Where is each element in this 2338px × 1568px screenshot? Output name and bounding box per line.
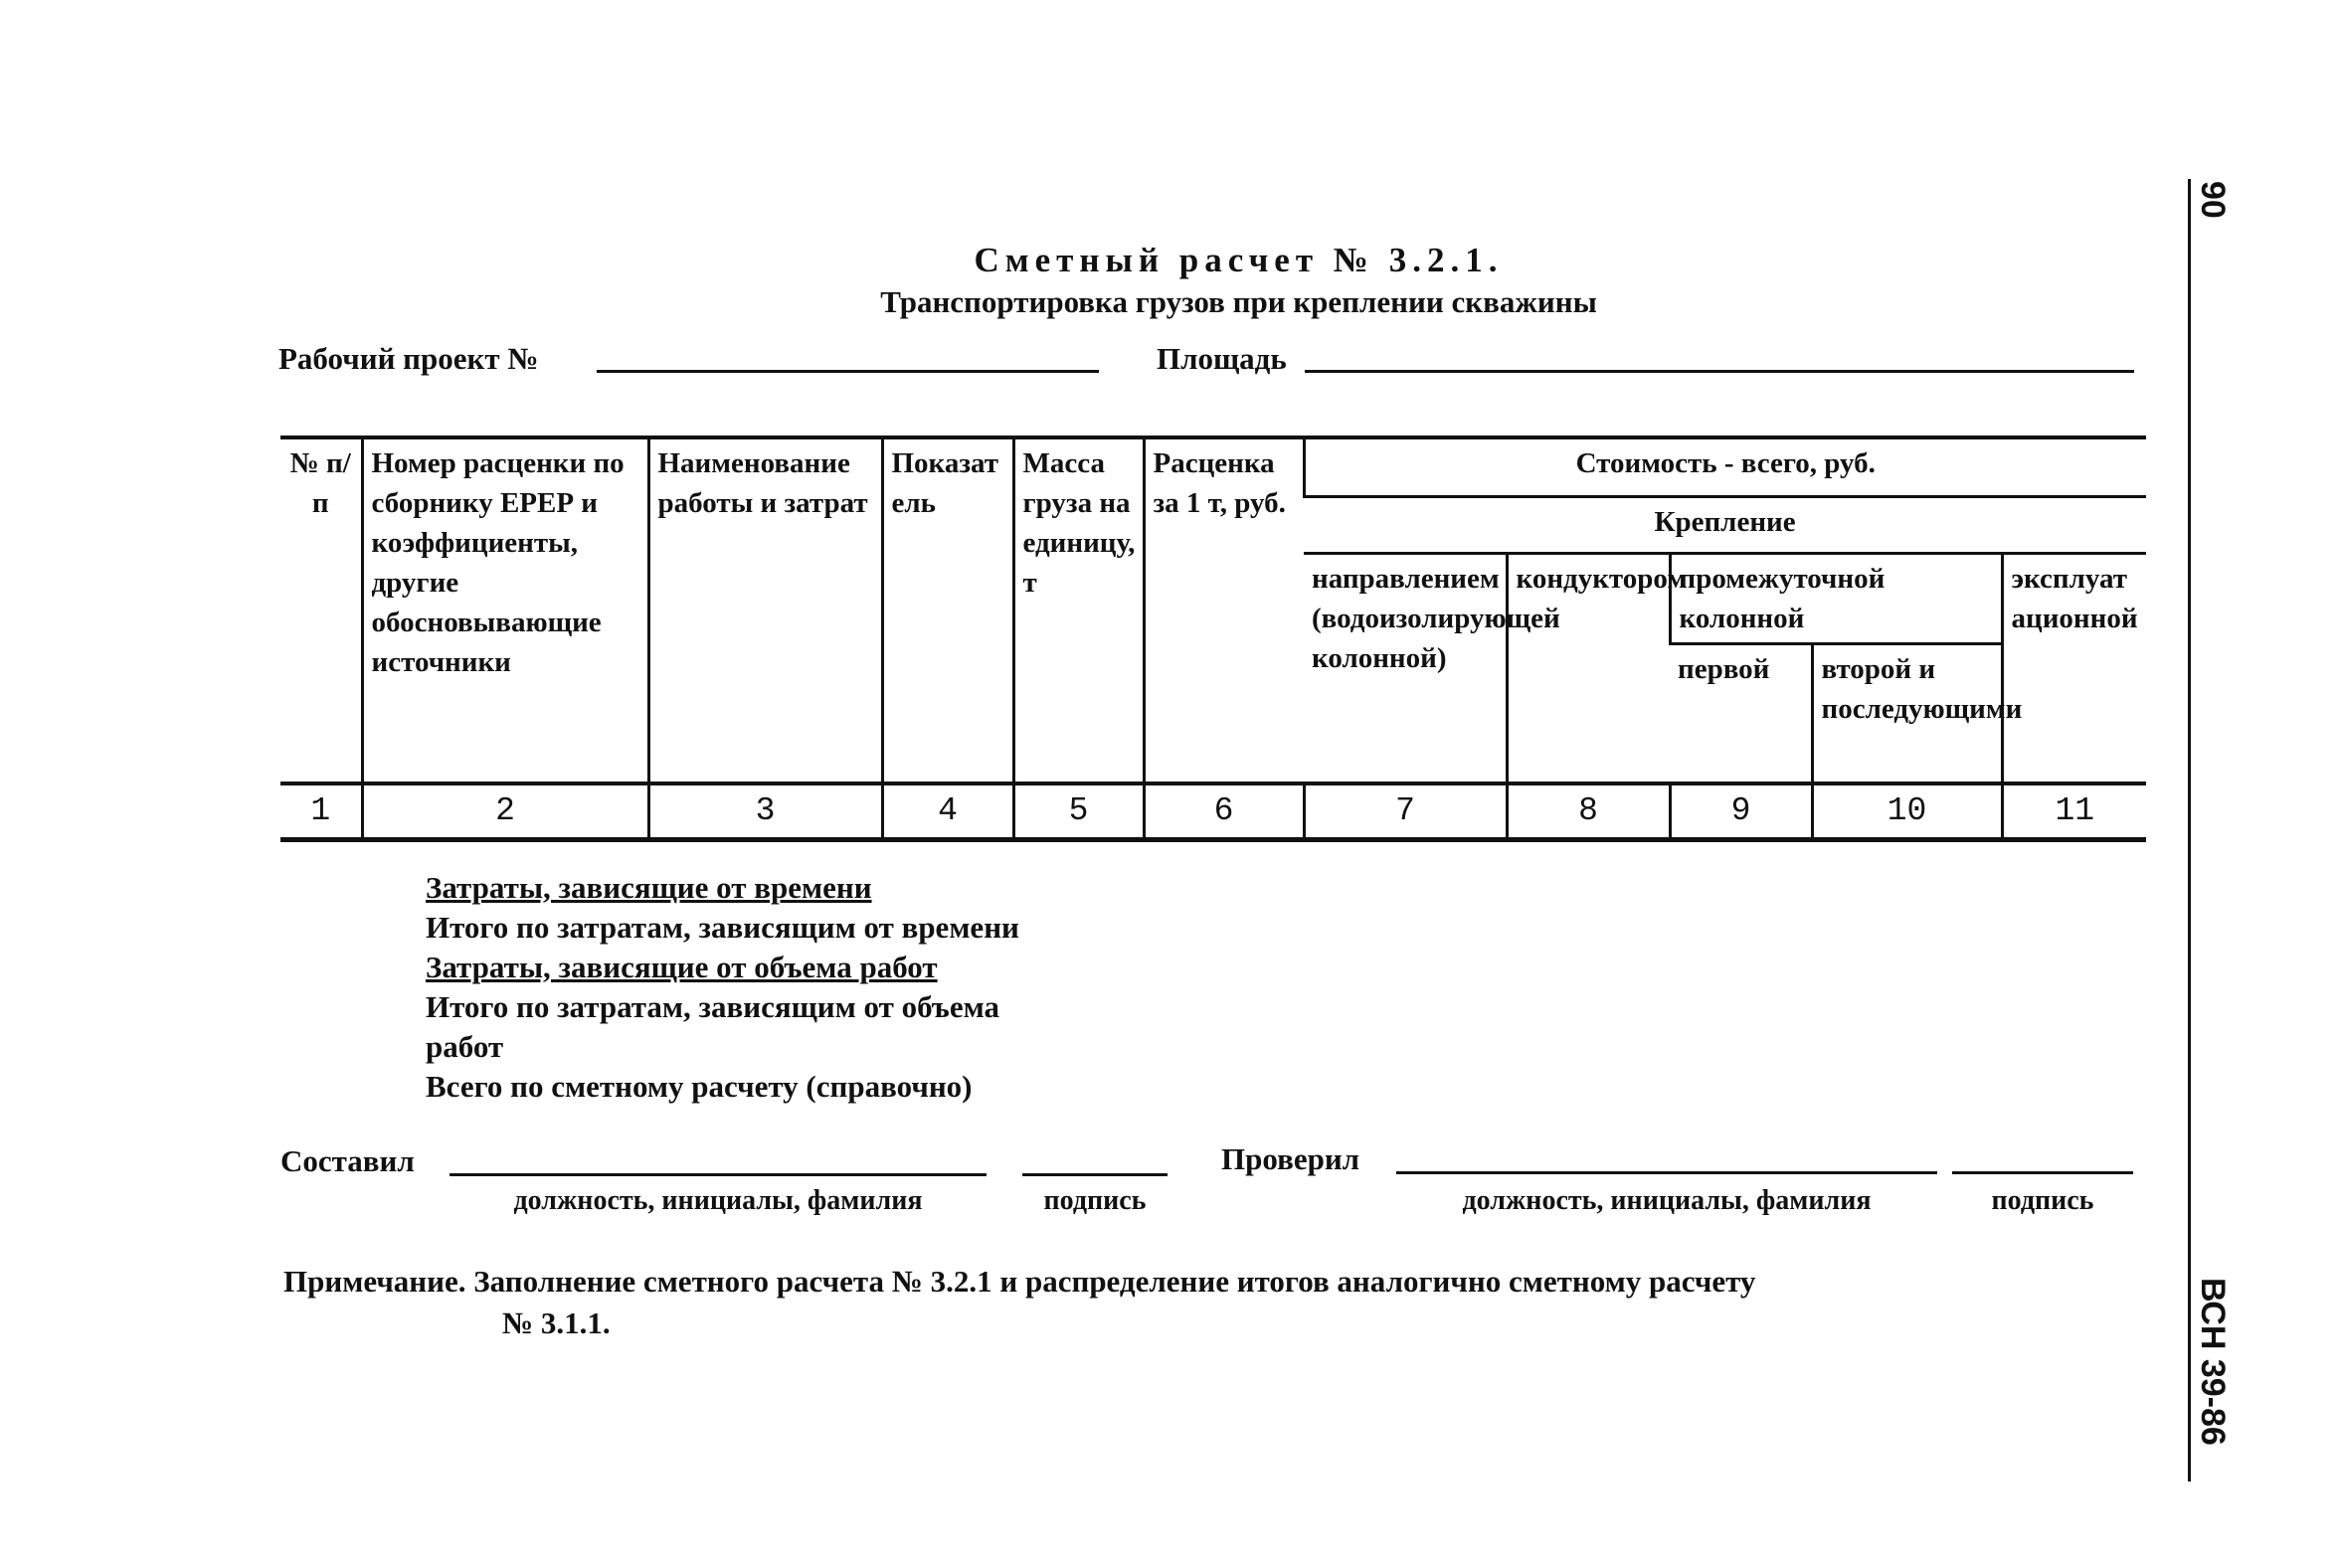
header-col-7: направлением (водоизолирующей колонной) bbox=[1312, 563, 1560, 674]
header-col-1: № п/п bbox=[280, 437, 362, 784]
margin-rule bbox=[2188, 179, 2191, 1481]
column-number-3: 3 bbox=[648, 784, 882, 840]
checked-by-label: Проверил bbox=[1221, 1141, 1360, 1176]
area-line[interactable] bbox=[1305, 370, 2134, 373]
composed-position-caption: должность, инициалы, фамилия bbox=[513, 1185, 923, 1216]
note-line-2: № 3.1.1. bbox=[502, 1306, 611, 1340]
header-col-3: Наименование работы и затрат bbox=[648, 437, 882, 784]
header-col-11: эксплуатационной bbox=[2002, 554, 2146, 784]
column-number-1: 1 bbox=[280, 784, 362, 840]
header-col-6: Расценка за 1 т, руб. bbox=[1144, 437, 1304, 784]
header-cost-group: Стоимость - всего, руб. bbox=[1304, 437, 2146, 497]
checked-position-caption: должность, инициалы, фамилия bbox=[1462, 1185, 1872, 1216]
column-number-9: 9 bbox=[1670, 784, 1812, 840]
document-title: Сметный расчет № 3.2.1. bbox=[974, 241, 1504, 279]
page-number: 90 bbox=[2194, 181, 2232, 219]
volume-costs-total-b: работ bbox=[426, 1029, 504, 1064]
header-col-9: первой bbox=[1678, 653, 1770, 685]
volume-costs-heading: Затраты, зависящие от объема работ bbox=[426, 950, 938, 984]
note bbox=[283, 1261, 2123, 1344]
column-number-5: 5 bbox=[1013, 784, 1144, 840]
project-number-line[interactable] bbox=[597, 370, 1099, 373]
document-subtitle: Транспортировка грузов при креплении скважины bbox=[880, 284, 1597, 319]
composed-by-label: Составил bbox=[280, 1143, 415, 1178]
header-col-8: кондуктором bbox=[1507, 554, 1670, 784]
header-fastening-group: Крепление bbox=[1304, 497, 2146, 554]
cost-lines bbox=[426, 868, 1019, 1107]
volume-costs-total-a: Итого по затратам, зависящим от объема bbox=[426, 989, 1000, 1024]
header-col-10: второй и последующими bbox=[1812, 644, 2002, 784]
header-col-4: Показатель bbox=[882, 437, 1013, 784]
time-costs-total: Итого по затратам, зависящим от времени bbox=[426, 910, 1019, 945]
column-number-10: 10 bbox=[1812, 784, 2002, 840]
composed-signature-line[interactable] bbox=[1022, 1173, 1168, 1176]
checked-signature-line[interactable] bbox=[1952, 1171, 2133, 1174]
column-number-4: 4 bbox=[882, 784, 1013, 840]
checked-signature-caption: подпись bbox=[1991, 1185, 2094, 1216]
area-label: Площадь bbox=[1157, 341, 1287, 376]
estimate-table bbox=[280, 436, 2146, 842]
document-code: ВСН 39-86 bbox=[2194, 1278, 2232, 1446]
checked-position-line[interactable] bbox=[1396, 1171, 1937, 1174]
column-number-8: 8 bbox=[1507, 784, 1670, 840]
column-number-7: 7 bbox=[1304, 784, 1507, 840]
column-number-2: 2 bbox=[362, 784, 648, 840]
column-number-11: 11 bbox=[2002, 784, 2146, 840]
time-costs-heading: Затраты, зависящие от времени bbox=[426, 870, 872, 905]
header-intermediate-group: промежуточной колонной bbox=[1670, 554, 2002, 644]
estimate-grand-total: Всего по сметному расчету (справочно) bbox=[426, 1069, 973, 1104]
header-col-2: Номер расценки по сборнику ЕРЕР и коэффициенты, другие обосновывающие источники bbox=[362, 437, 648, 784]
header-col-5: Масса груза на единицу, т bbox=[1013, 437, 1144, 784]
composed-signature-caption: подпись bbox=[1043, 1185, 1147, 1216]
project-label: Рабочий проект № bbox=[278, 341, 539, 376]
note-line-1: Примечание. Заполнение сметного расчета № 3.2.1 и распределение итогов аналогично сметному расчету bbox=[283, 1264, 1756, 1299]
composed-position-line[interactable] bbox=[450, 1173, 987, 1176]
column-number-6: 6 bbox=[1144, 784, 1304, 840]
